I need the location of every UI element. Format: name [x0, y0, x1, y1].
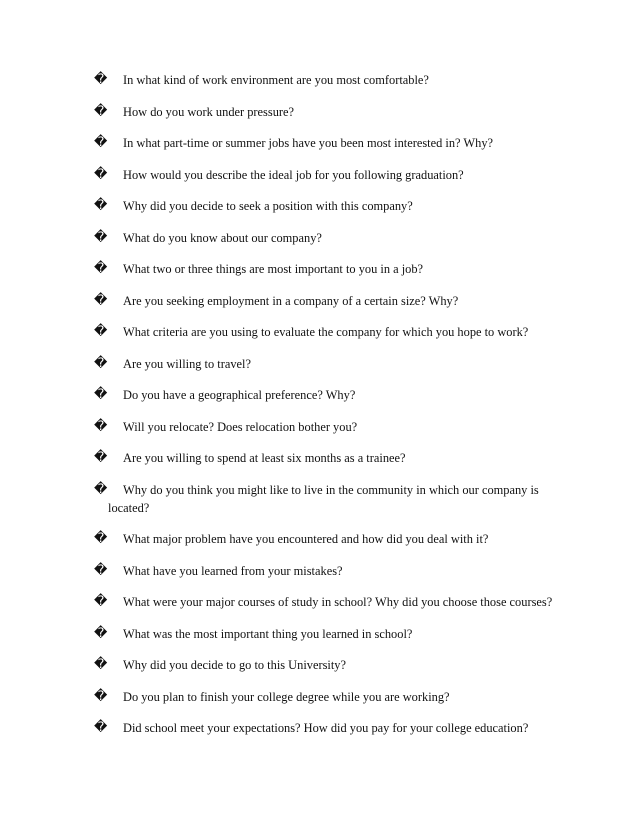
- question-text: How do you work under pressure?: [123, 104, 295, 119]
- question-text: How would you describe the ideal job for you following graduation?: [123, 167, 464, 182]
- bullet-glyph-icon: �: [94, 657, 108, 672]
- bullet-glyph-icon: �: [94, 688, 108, 704]
- list-item: [94, 134, 564, 152]
- question-text: Will you relocate? Does relocation bother you?: [123, 419, 358, 434]
- question-text: Did school meet your expectations? How did you pay for your college education?: [123, 721, 529, 735]
- list-item: [94, 355, 564, 373]
- list-item: [94, 481, 564, 517]
- bullet-glyph-icon: �: [94, 135, 108, 150]
- bullet-glyph-icon: �: [94, 261, 108, 276]
- question-text: Do you plan to finish your college degree while you are working?: [123, 689, 450, 704]
- bullet-glyph-icon: �: [94, 72, 108, 87]
- question-text: What was the most important thing you learned in school?: [123, 626, 413, 641]
- interview-question-list: [94, 71, 564, 751]
- list-item: [94, 292, 564, 310]
- bullet-glyph-icon: �: [94, 103, 108, 119]
- list-item: [94, 386, 564, 404]
- question-text: Are you willing to travel?: [123, 356, 252, 371]
- question-text: What do you know about our company?: [123, 230, 322, 245]
- question-text: In what kind of work environment are you most comfortable?: [123, 73, 429, 87]
- bullet-glyph-icon: �: [94, 562, 108, 578]
- question-text: Why did you decide to seek a position with this company?: [123, 199, 413, 213]
- bullet-glyph-icon: �: [94, 355, 108, 371]
- question-text: Why do you think you might like to live in the community in which our company is: [123, 482, 539, 497]
- question-text: What criteria are you using to evaluate the company for which you hope to work?: [123, 325, 529, 339]
- question-text: What have you learned from your mistakes?: [123, 563, 343, 578]
- bullet-glyph-icon: �: [94, 531, 108, 546]
- list-item: [94, 449, 564, 467]
- list-item: [94, 323, 564, 341]
- list-item: [94, 103, 564, 121]
- bullet-glyph-icon: �: [94, 418, 108, 434]
- bullet-glyph-icon: �: [94, 450, 108, 465]
- question-text: What were your major courses of study in school? Why did you choose those courses?: [123, 595, 553, 609]
- question-text: Why did you decide to go to this University?: [123, 658, 346, 672]
- question-text: Do you have a geographical preference? Why?: [123, 388, 356, 402]
- bullet-glyph-icon: �: [94, 292, 108, 308]
- bullet-glyph-icon: �: [94, 625, 108, 641]
- bullet-glyph-icon: �: [94, 229, 108, 245]
- bullet-glyph-icon: �: [94, 720, 108, 735]
- bullet-glyph-icon: �: [94, 594, 108, 609]
- list-item: [94, 562, 564, 580]
- list-item: [94, 260, 564, 278]
- bullet-glyph-icon: �: [94, 166, 108, 182]
- question-text: What major problem have you encountered and how did you deal with it?: [123, 532, 489, 546]
- question-text-continuation: located?: [108, 500, 150, 515]
- question-text: What two or three things are most important to you in a job?: [123, 262, 424, 276]
- list-item: [94, 719, 564, 737]
- list-item: [94, 166, 564, 184]
- list-item: [94, 418, 564, 436]
- list-item: [94, 688, 564, 706]
- list-item: [94, 229, 564, 247]
- list-item: [94, 197, 564, 215]
- question-text: Are you willing to spend at least six months as a trainee?: [123, 451, 406, 465]
- bullet-glyph-icon: �: [94, 198, 108, 213]
- bullet-glyph-icon: �: [94, 481, 108, 497]
- question-text: In what part-time or summer jobs have you been most interested in? Why?: [123, 136, 494, 150]
- bullet-glyph-icon: �: [94, 324, 108, 339]
- list-item: [94, 593, 564, 611]
- question-text: Are you seeking employment in a company of a certain size? Why?: [123, 293, 459, 308]
- list-item: [94, 71, 564, 89]
- list-item: [94, 625, 564, 643]
- list-item: [94, 530, 564, 548]
- bullet-glyph-icon: �: [94, 387, 108, 402]
- list-item: [94, 656, 564, 674]
